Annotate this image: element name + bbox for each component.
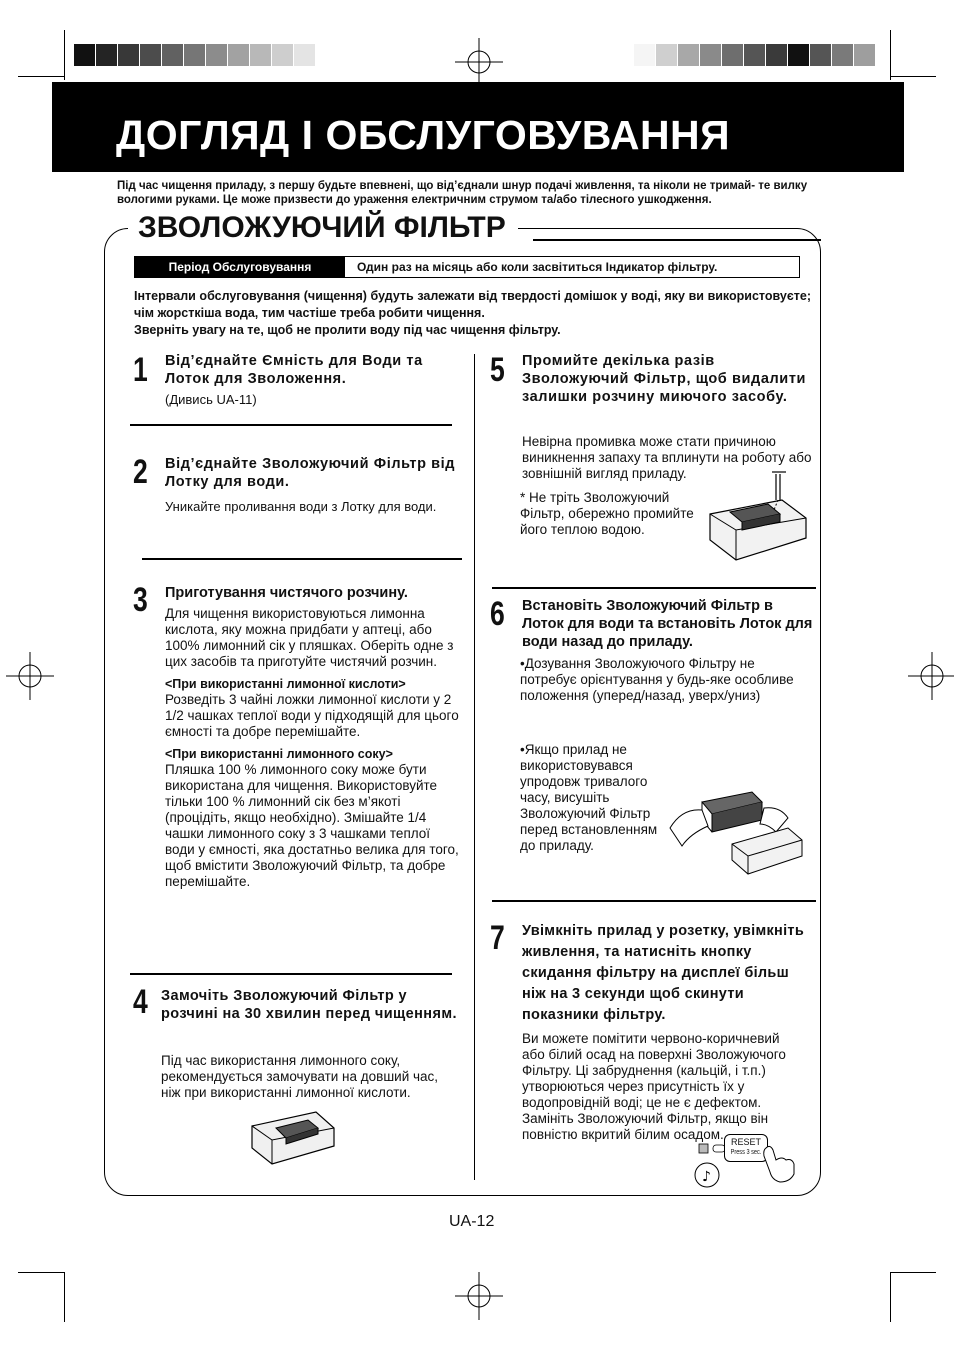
color-swatch xyxy=(74,44,96,66)
color-swatch xyxy=(788,44,810,66)
registration-mark-left xyxy=(6,652,54,700)
step-title: Увімкніть прилад у розетку, увімкніть живлення, та натисніть кнопку скидання фільтру на дисплеї більш ніж на 3 секунди щоб скинути показники фільтру. xyxy=(522,923,805,1023)
registration-mark-bottom xyxy=(455,1272,503,1320)
step-text: •Дозування Зволожуючого Фільтру не потребує орієнтування у будь-яке особливе положення (уперед/назад, уверх/униз) xyxy=(520,656,794,703)
crop-mark xyxy=(890,1272,891,1322)
section-title: ЗВОЛОЖУЮЧИЙ ФІЛЬТР xyxy=(128,210,518,246)
color-swatch xyxy=(832,44,854,66)
step-text xyxy=(522,1031,794,1143)
step-title: Приготування чистячого розчину. xyxy=(165,585,408,601)
divider xyxy=(142,558,462,560)
color-bar-left xyxy=(74,44,316,66)
reset-label: RESET xyxy=(730,1137,761,1147)
color-swatch xyxy=(206,44,228,66)
pointing-hand-icon xyxy=(760,1144,800,1184)
column-divider xyxy=(474,354,475,1180)
color-bar-right xyxy=(634,44,876,66)
step-note: * Не тріть Зволожуючий Фільтр, обережно промийте його теплою водою. xyxy=(520,490,694,537)
intro-text xyxy=(134,288,811,339)
step-title: Замочіть Зволожуючий Фільтр у розчині на 30 хвилин перед чищенням. xyxy=(161,988,457,1022)
step-number: 2 xyxy=(133,453,148,491)
step-text xyxy=(165,606,461,890)
crop-mark xyxy=(890,30,891,80)
step-text: Невірна промивка може стати причиною виникнення запаху та вплинути на роботу або зовнішній вигляд приладу. xyxy=(522,434,812,481)
crop-mark xyxy=(890,1272,936,1273)
page-title: ДОГЛЯД І ОБСЛУГОВУВАННЯ xyxy=(116,112,731,158)
color-swatch xyxy=(96,44,118,66)
color-swatch xyxy=(250,44,272,66)
crop-mark xyxy=(18,76,64,77)
page-header xyxy=(52,82,904,172)
step-text: Під час використання лимонного соку, рекомендується замочувати на довший час, ніж при використанні лимонної кислоти. xyxy=(161,1053,439,1100)
step-number: 4 xyxy=(133,983,148,1021)
intro-paragraph: Інтервали обслуговування (чищення) будуть залежати від твердості домішок у воді, яку ви використовуєте; чім жорсткіша вода, тим частіше треба робити чищення. xyxy=(134,289,811,320)
reset-sub-label: Press 3 sec. xyxy=(730,1149,762,1156)
divider xyxy=(533,239,821,241)
step-title: Від’єднайте Ємність для Води та Лоток для Зволоження. xyxy=(165,353,423,387)
reset-button-illustration xyxy=(694,1132,804,1192)
crop-mark xyxy=(890,76,936,77)
step-number: 7 xyxy=(490,919,505,957)
step-paragraph: Пляшка 100 % лимонного соку може бути використана для чищення. Використовуйте тільки 100 % лимонний сік без м’якоті (процідіть, якщо необхідно). Змішайте 1/4 чашки лимонного соку з 3 чашками теплої води у ємності, яка достатньо велика для того, щоб вмістити Зволожуючий Фільтр, та добре перемішайте. xyxy=(165,762,459,889)
color-swatch xyxy=(634,44,656,66)
crop-mark xyxy=(18,1272,64,1273)
color-swatch xyxy=(272,44,294,66)
maintenance-period xyxy=(134,256,800,278)
color-swatch xyxy=(722,44,744,66)
color-swatch xyxy=(140,44,162,66)
registration-mark-right xyxy=(908,652,954,700)
color-swatch xyxy=(118,44,140,66)
color-swatch xyxy=(294,44,316,66)
filter-soaking-illustration xyxy=(246,1106,338,1168)
color-swatch xyxy=(656,44,678,66)
step-paragraph: Розведіть 3 чайні ложки лимонної кислоти у 2 1/2 чашках теплої води у підходящій для цього ємності та добре перемішайте. xyxy=(165,692,459,739)
color-swatch xyxy=(700,44,722,66)
period-value: Один раз на місяць або коли засвітиться Індикатор фільтру. xyxy=(357,260,718,274)
sub-heading: <При використанні лимонного соку> xyxy=(165,747,393,761)
intro-paragraph: Зверніть увагу на те, щоб не пролити воду під час чищення фільтру. xyxy=(134,323,561,337)
filter-rinsing-illustration xyxy=(706,470,810,566)
step-paragraph: Для чищення використовуються лимонна кислота, яку можна придбати у аптеці, або 100% лимонний сік у пляшках. Оберіть одне з цих засобів та приготуйте чистячий розчин. xyxy=(165,606,454,669)
step-paragraph: Ви можете помітити червоно-коричневий або білий осад на поверхні Зволожуючого Фільтру. Ці забруднення (кальцій, і т.п.) утворюються через присутність їх у водопровідній воді; це не є дефектом. Замініть Зволожуючий Фільтр, якщо він повністю вкритий білим осадом. xyxy=(522,1031,786,1142)
color-swatch xyxy=(228,44,250,66)
divider xyxy=(492,587,816,589)
page-number: UA-12 xyxy=(449,1213,495,1230)
color-swatch xyxy=(678,44,700,66)
step-title: Від’єднайте Зволожуючий Фільтр від Лотку для води. xyxy=(165,456,456,490)
divider xyxy=(130,424,452,426)
step-number: 6 xyxy=(490,595,505,633)
filter-installing-illustration xyxy=(668,788,808,878)
color-swatch xyxy=(744,44,766,66)
step-text: (Дивись UA-11) xyxy=(165,392,257,407)
step-text: Уникайте проливання води з Лотку для води. xyxy=(165,499,437,514)
crop-mark xyxy=(64,30,65,80)
safety-warning: Під час чищення приладу, з першу будьте впевнені, що від’єднали шнур подачі живлення, та ніколи не тримай- те вилку вологими руками. Це може призвести до ураження електричним струмом та/або тілесного ушкодження. xyxy=(117,180,808,206)
sound-icon xyxy=(694,1162,720,1188)
divider xyxy=(130,973,452,975)
color-swatch xyxy=(810,44,832,66)
registration-mark-top xyxy=(455,38,503,86)
crop-mark xyxy=(64,1272,65,1322)
step-number: 1 xyxy=(133,351,148,389)
step-title: Встановіть Зволожуючий Фільтр в Лоток для води та встановіть Лоток для води назад до приладу. xyxy=(522,598,813,650)
sub-heading: <При використанні лимонної кислоти> xyxy=(165,677,406,691)
step-title: Промийте декілька разів Зволожуючий Фільтр, щоб видалити залишки розчину миючого засобу. xyxy=(522,353,807,405)
step-number: 3 xyxy=(133,581,148,619)
color-swatch xyxy=(184,44,206,66)
step-number: 5 xyxy=(490,351,505,389)
period-label: Період Обслуговування xyxy=(135,257,345,277)
step-text: •Якщо прилад не використовувався упродовж тривалого часу, висушіть Зволожуючий Фільтр перед встановленням до приладу. xyxy=(520,742,658,853)
divider xyxy=(492,900,816,902)
color-swatch xyxy=(766,44,788,66)
svg-text:♪: ♪ xyxy=(702,1169,711,1185)
color-swatch xyxy=(854,44,876,66)
color-swatch xyxy=(162,44,184,66)
